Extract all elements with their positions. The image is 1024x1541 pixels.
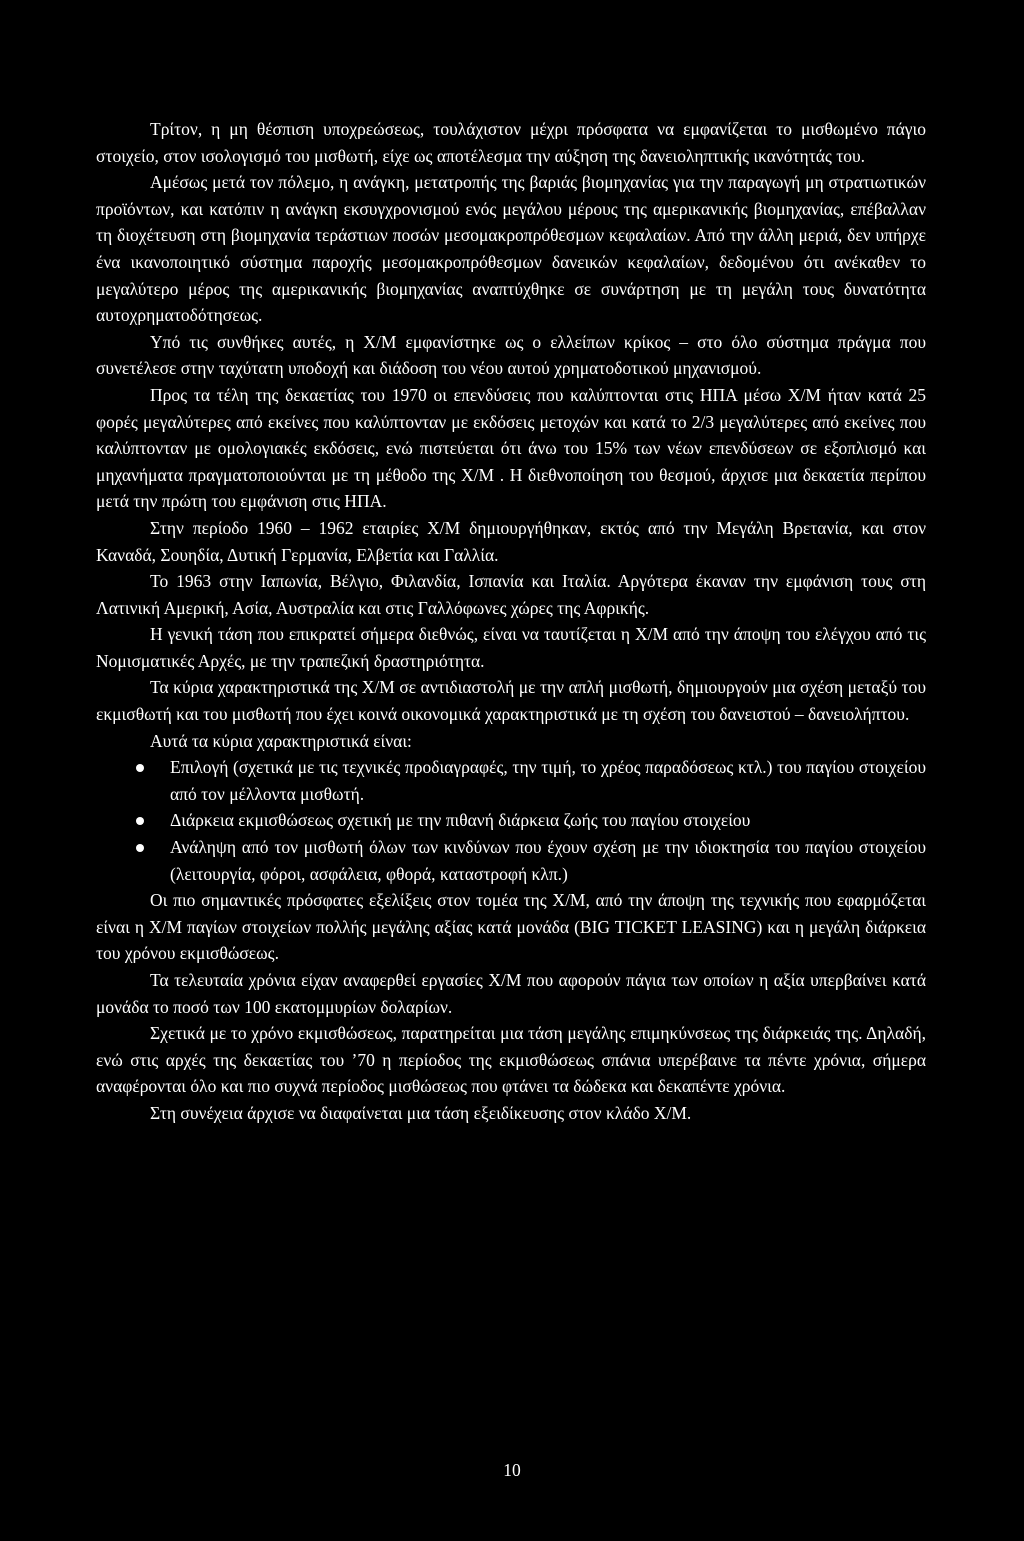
bullet-icon	[136, 844, 144, 852]
bullet-icon	[136, 764, 144, 772]
paragraph: Τα τελευταία χρόνια είχαν αναφερθεί εργασίες Χ/Μ που αφορούν πάγια των οποίων η αξία υπερβαίνει κατά μονάδα το ποσό των 100 εκατομμυρίων δολαρίων.	[96, 970, 926, 1017]
bullet-list	[96, 754, 926, 887]
paragraph: Οι πιο σημαντικές πρόσφατες εξελίξεις στον τομέα της Χ/Μ, από την άποψη της τεχνικής που εφαρμόζεται είναι η Χ/Μ παγίων στοιχείων πολλής μεγάλης αξίας κατά μονάδα (BIG TICKET LEASING) και η μεγάλη διάρκεια του χρόνου εκμισθώσεως.	[96, 890, 926, 964]
paragraph: Τρίτον, η μη θέσπιση υποχρεώσεως, τουλάχιστον μέχρι πρόσφατα να εμφανίζεται το μισθωμένο πάγιο στοιχείο, στον ισολογισμό του μισθωτή, είχε ως αποτέλεσμα την αύξηση της δανειοληπτικής ικανότητάς του.	[96, 119, 926, 166]
list-item	[96, 834, 926, 887]
paragraph: Υπό τις συνθήκες αυτές, η Χ/Μ εμφανίστηκε ως ο ελλείπων κρίκος – στο όλο σύστημα πράγμα που συνετέλεσε στην ταχύτατη υποδοχή και διάδοση του νέου αυτού χρηματοδοτικού μηχανισμού.	[96, 331, 926, 379]
paragraph: Αμέσως μετά τον πόλεμο, η ανάγκη, μετατροπής της βαριάς βιομηχανίας για την παραγωγή μη στρατιωτικών προϊόντων, και κατόπιν η ανάγκη εκσυγχρονισμού ενός μεγάλου μέρους της αμερικανικής βιομηχανίας, επέβαλλαν τη διοχέτευση στη βιομηχανία τεράστιων ποσών μεσομακροπρόθεσμων κεφαλαίων. Από την άλλη μεριά, δεν υπήρχε ένα ικανοποιητικό σύστημα παροχής μεσομακροπρόθεσμων δανεικών κεφαλαίων, δεδομένου ότι ανέκαθεν το μεγαλύτερο μέρος της αμερικανικής βιομηχανίας αναπτύχθηκε σε συνάρτηση με τη μεγάλη τους δυνατότητα αυτοχρηματοδότησεως.	[96, 172, 926, 326]
paragraph: Αυτά τα κύρια χαρακτηριστικά είναι:	[150, 730, 412, 751]
paragraph: Στην περίοδο 1960 – 1962 εταιρίες Χ/Μ δημιουργήθηκαν, εκτός από την Μεγάλη Βρετανία, και στον Καναδά, Σουηδία, Δυτική Γερμανία, Ελβετία και Γαλλία.	[96, 517, 926, 565]
paragraph: Σχετικά με το χρόνο εκμισθώσεως, παρατηρείται μια τάση μεγάλης επιμηκύνσεως της διάρκειάς της. Δηλαδή, ενώ στις αρχές της δεκαετίας του ’70 η περίοδος της εκμισθώσεως σπάνια υπερέβαινε τα πέντε χρόνια, σήμερα αναφέρονται όλο και πιο συχνά περίοδος μισθώσεως που φτάνει τα δώδεκα και δεκαπέντε χρόνια.	[96, 1023, 926, 1097]
paragraph: Στη συνέχεια άρχισε να διαφαίνεται μια τάση εξειδίκευσης στον κλάδο Χ/Μ.	[150, 1102, 692, 1123]
list-item	[96, 754, 926, 807]
paragraph: Προς τα τέλη της δεκαετίας του 1970 οι επενδύσεις που καλύπτονται στις ΗΠΑ μέσω Χ/Μ ήταν κατά 25 φορές μεγαλύτερες από εκείνες που καλύπτονταν με εκδόσεις μετοχών και κατά το 2/3 μεγαλύτερες από εκείνες που καλύπτονταν με ομολογιακές εκδόσεις, ενώ πιστεύεται ότι άνω του 15% των νέων επενδύσεων σε εξοπλισμό και μηχανήματα πραγματοποιούνται με τη μέθοδο της Χ/Μ . Η διεθνοποίηση του θεσμού, άρχισε μια δεκαετία περίπου μετά την πρώτη του εμφάνιση στις ΗΠΑ.	[96, 384, 926, 512]
document-page	[96, 116, 926, 1127]
list-item	[96, 807, 926, 834]
paragraph: Η γενική τάση που επικρατεί σήμερα διεθνώς, είναι να ταυτίζεται η Χ/Μ από την άποψη του ελέγχου από τις Νομισματικές Αρχές, με την τραπεζική δραστηριότητα.	[96, 624, 926, 671]
paragraph: Το 1963 στην Ιαπωνία, Βέλγιο, Φιλανδία, Ισπανία και Ιταλία. Αργότερα έκαναν την εμφάνιση τους στη Λατινική Αμερική, Ασία, Αυστραλία και στις Γαλλόφωνες χώρες της Αφρικής.	[96, 571, 926, 618]
list-item-text: Ανάληψη από τον μισθωτή όλων των κινδύνων που έχουν σχέση με την ιδιοκτησία του παγίου στοιχείου (λειτουργία, φόροι, ασφάλεια, φθορά, καταστροφή κλπ.)	[170, 837, 926, 884]
list-item-text: Διάρκεια εκμισθώσεως σχετική με την πιθανή διάρκεια ζωής του παγίου στοιχείου	[170, 810, 751, 831]
paragraph: Τα κύρια χαρακτηριστικά της Χ/Μ σε αντιδιαστολή με την απλή μισθωτή, δημιουργούν μια σχέση μεταξύ του εκμισθωτή και του μισθωτή που έχει κοινά οικονομικά χαρακτηριστικά με τη σχέση του δανειστού – δανειολήπτου.	[96, 677, 926, 725]
page-number: 10	[503, 1460, 521, 1480]
bullet-icon	[136, 817, 144, 825]
list-item-text: Επιλογή (σχετικά με τις τεχνικές προδιαγραφές, την τιμή, το χρέος παραδόσεως κτλ.) του παγίου στοιχείου από τον μέλλοντα μισθωτή.	[170, 757, 926, 804]
